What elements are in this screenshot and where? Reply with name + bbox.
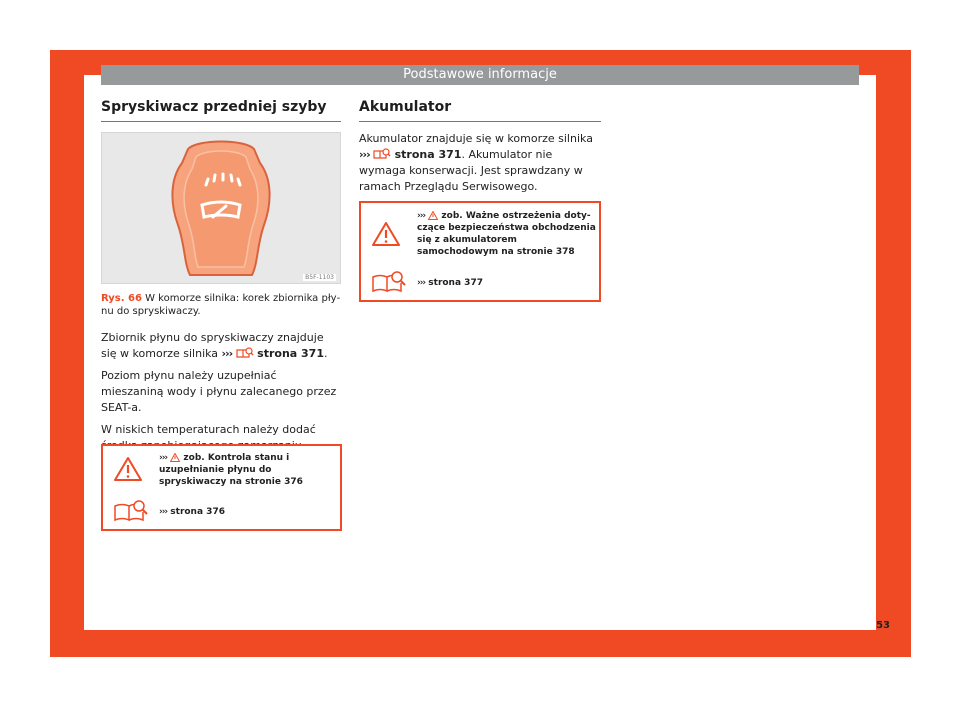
- note-warning-text: ››› zob. Ważne ostrzeżenia dotyczące bezpieczeństwa obchodzenia się z akumulatorem samochodowym na stronie 378: [417, 211, 596, 257]
- xref-link[interactable]: strona 371: [257, 347, 324, 360]
- left-para-2: Poziom płynu należy uzupełniać mieszaniną wody i płynu zalecanego przez SEAT-a.: [101, 369, 337, 414]
- right-note-box: [359, 201, 601, 302]
- note-ref-text: ››› strona 376: [159, 507, 225, 517]
- section-title-battery: Akumulator: [359, 99, 452, 115]
- warning-mini-icon: [170, 453, 180, 462]
- xref-link[interactable]: strona 371: [394, 148, 462, 161]
- figure-washer-cap: [101, 132, 341, 284]
- left-body: [101, 330, 341, 460]
- section-rule: [101, 121, 341, 122]
- section-rule: [359, 121, 601, 122]
- warning-triangle-icon: [371, 221, 401, 247]
- left-note-box: [101, 444, 342, 531]
- note-ref-text: ››› strona 377: [417, 278, 483, 288]
- xref-arrows: ›››: [221, 347, 233, 360]
- figure-caption: [101, 292, 341, 318]
- chapter-header: Podstawowe informacje: [101, 65, 859, 85]
- right-para-1: Akumulator znajduje się w komorze silnika ››› strona 371. Akumulator nie wymaga konserwacji. Jest sprawdzany w ramach Przeglądu Serwisowego.: [359, 132, 593, 193]
- warning-mini-icon: [428, 211, 438, 220]
- note-warning-text: ››› zob. Kontrola stanu i uzupełnianie płynu do spryskiwaczy na stronie 376: [159, 453, 303, 487]
- book-search-icon: [371, 269, 407, 295]
- page-number: 53: [876, 620, 890, 631]
- left-para-3: W niskich temperaturach należy dodać: [101, 423, 316, 436]
- warning-triangle-icon: [113, 456, 143, 482]
- left-para-1: Zbiornik płynu do spryskiwaczy znajduje się w komorze silnika ››› strona 371.: [101, 331, 328, 360]
- book-search-icon: [373, 148, 391, 160]
- washer-cap-illustration: [102, 133, 340, 283]
- book-search-icon: [113, 498, 149, 524]
- caption-label: Rys. 66: [101, 293, 142, 304]
- figure-code: B5F-1103: [305, 274, 334, 281]
- section-title-washer: Spryskiwacz przedniej szyby: [101, 99, 327, 115]
- xref-arrows: ›››: [359, 148, 370, 161]
- book-search-icon: [236, 347, 254, 359]
- right-body: [359, 131, 599, 201]
- caption-text: W komorze silnika: korek zbiornika płynu do spryskiwaczy.: [101, 293, 341, 317]
